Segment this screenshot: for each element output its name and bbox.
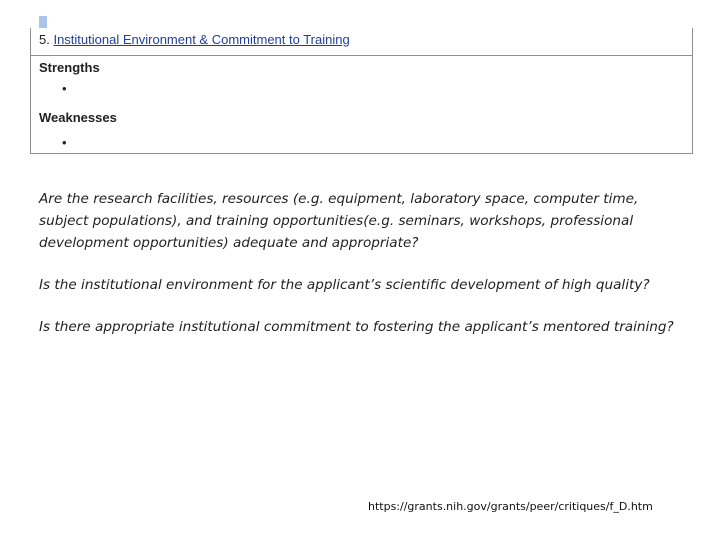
question-environment: Is the institutional environment for the applicant’s scientific development of high quality? bbox=[39, 277, 650, 293]
section-title-link[interactable]: Institutional Environment & Commitment to Training bbox=[53, 32, 350, 47]
strengths-heading: Strengths bbox=[39, 60, 100, 75]
question-commitment: Is there appropriate institutional commitment to fostering the applicant’s mentored training? bbox=[39, 319, 674, 335]
selection-marker bbox=[39, 16, 47, 28]
source-url[interactable]: https://grants.nih.gov/grants/peer/critiques/f_D.htm bbox=[368, 500, 653, 513]
strengths-bullet: • bbox=[62, 81, 67, 96]
section-header bbox=[31, 28, 692, 56]
weaknesses-heading: Weaknesses bbox=[39, 110, 117, 125]
section-number: 5. bbox=[39, 32, 50, 47]
critique-section-box bbox=[30, 28, 693, 154]
section-title bbox=[39, 32, 350, 47]
review-questions bbox=[39, 188, 689, 358]
question-facilities: Are the research facilities, resources (e.g. equipment, laboratory space, computer time, subject populations), and training opportunities(e.g. seminars, workshops, professional development opportunities) adequate and appropriate? bbox=[39, 191, 639, 251]
weaknesses-bullet: • bbox=[62, 135, 67, 150]
